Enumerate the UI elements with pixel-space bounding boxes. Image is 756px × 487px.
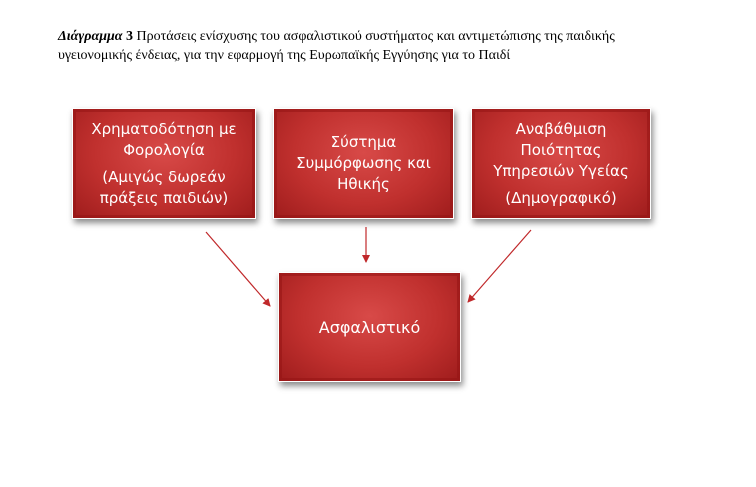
- node-quality-line-1: Αναβάθμιση: [515, 119, 607, 138]
- node-quality-sub-1: (Δημογραφικό): [505, 188, 617, 207]
- node-financing: [72, 108, 256, 219]
- node-quality-line-3: Υπηρεσιών Υγείας: [493, 161, 629, 180]
- node-insurance-label: Ασφαλιστικό: [318, 317, 421, 337]
- arrow-quality-to-insurance: [468, 230, 531, 302]
- node-quality: [471, 108, 651, 219]
- node-financing-line-2: Φορολογία: [123, 140, 205, 159]
- caption-line-1: [58, 27, 708, 46]
- node-financing-line-1: Χρηματοδότηση με: [91, 119, 237, 138]
- caption-text-1: Προτάσεις ενίσχυσης του ασφαλιστικού συστήματος και αντιμετώπισης της παιδικής: [136, 29, 615, 44]
- node-compliance: [273, 108, 454, 219]
- arrow-financing-to-insurance: [206, 232, 270, 306]
- caption-label: Διάγραμμα: [58, 29, 123, 44]
- diagram-caption: [58, 27, 708, 65]
- node-financing-sub-1: (Αμιγώς δωρεάν: [102, 167, 226, 186]
- node-compliance-line-1: Σύστημα: [330, 133, 397, 151]
- node-insurance: [278, 272, 461, 382]
- node-financing-sub-2: πράξεις παιδιών): [99, 188, 229, 207]
- caption-number: 3: [126, 29, 134, 44]
- caption-line-2: υγειονομικής ένδειας, για την εφαρμογή της Ευρωπαϊκής Εγγύησης για το Παιδί: [58, 48, 511, 63]
- node-quality-line-2: Ποιότητας: [520, 140, 602, 159]
- node-compliance-line-2: Συμμόρφωσης και: [296, 154, 431, 172]
- node-compliance-line-3: Ηθικής: [337, 175, 390, 193]
